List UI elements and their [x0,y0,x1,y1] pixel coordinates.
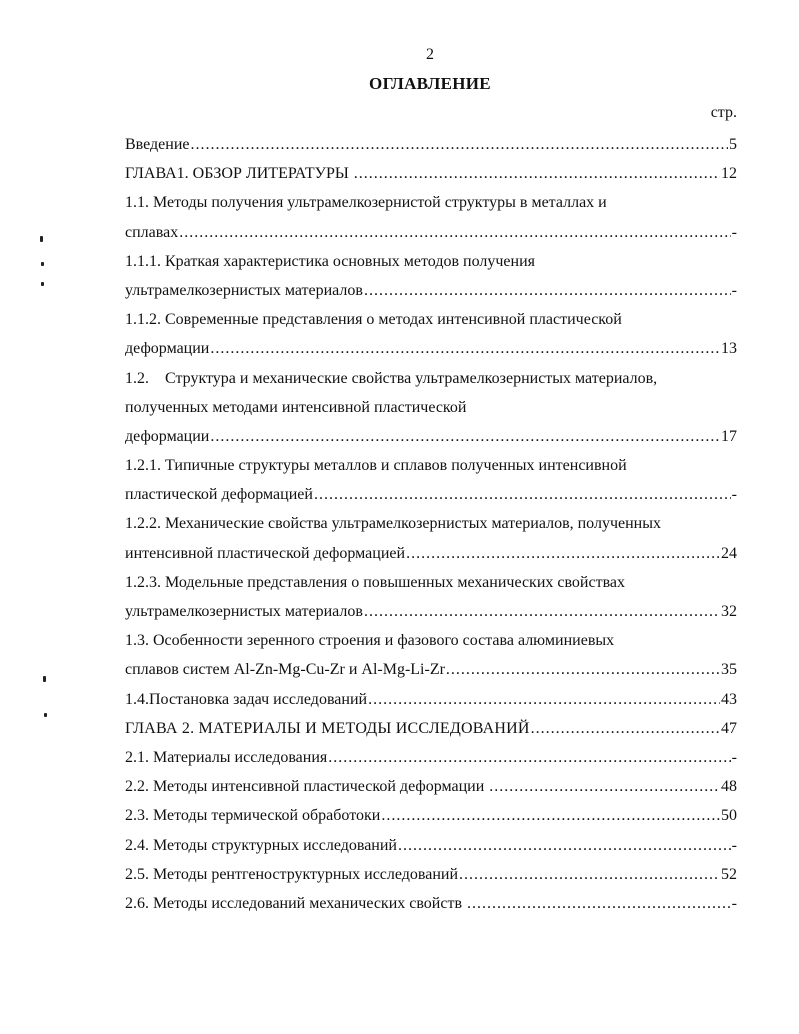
page-title: ОГЛАВЛЕНИЕ [369,74,491,93]
toc-entry-page: 5 [729,136,737,153]
toc-entry-text: 1.2.1. Типичные структуры металлов и сплавов полученных интенсивной [125,457,627,475]
toc-entry [125,251,737,280]
toc-entry-page: 52 [721,865,737,883]
toc-entry-text: сплавов систем Al-Zn-Mg-Cu-Zr и Al-Mg-Li-Zr [125,661,445,679]
toc-entry [125,484,737,513]
toc-entry-text: 1.2.3. Модельные представления о повышенных механических свойствах [125,573,626,591]
toc-leader-dots [381,805,720,827]
scan-mark [41,262,44,266]
toc-entry [125,805,737,834]
scan-mark [41,282,44,286]
toc-leader-dots [368,689,720,711]
table-of-contents [125,134,737,922]
toc-entry-text: пластической деформацией [125,486,313,504]
toc-entry-page: 48 [721,778,737,796]
toc-entry-page: 24 [721,544,737,562]
toc-entry-text: полученных методами интенсивной пластической [125,398,467,416]
toc-entry-text: 2.2. Методы интенсивной пластической деформации [125,778,489,796]
toc-entry [125,864,737,893]
toc-entry-page: 35 [721,661,737,679]
toc-entry [125,543,737,572]
toc-entry [125,309,737,338]
toc-entry [125,689,737,718]
toc-entry [125,718,737,747]
toc-leader-dots [210,338,720,360]
scan-mark [44,713,47,717]
toc-entry [125,134,737,163]
toc-entry-text: 1.2.2. Механические свойства ультрамелкозернистых материалов, полученных [125,515,661,533]
toc-entry-page: 43 [721,690,737,708]
toc-leader-dots [398,835,731,857]
toc-entry-text: 1.1.2. Современные представления о методах интенсивной пластической [125,311,622,329]
toc-leader-dots [467,893,731,915]
toc-leader-dots [446,659,720,681]
toc-entry-page: 12 [721,165,737,183]
toc-leader-dots [531,718,720,740]
toc-entry-text: 2.3. Методы термической обработоки [125,807,381,825]
toc-entry-page: - [731,486,737,504]
toc-entry-text: 2.1. Материалы исследования [125,748,328,766]
toc-leader-dots [364,280,731,302]
toc-entry-page: - [731,748,737,766]
toc-entry-page: 47 [721,719,737,737]
toc-leader-dots [354,163,720,185]
toc-entry [125,835,737,864]
toc-entry-page: - [731,836,737,854]
toc-entry-text: 1.1. Методы получения ультрамелкозернистой структуры в металлах и [125,194,607,212]
toc-entry-text: 1.3. Особенности зеренного строения и фазового состава алюминиевых [125,632,615,650]
toc-entry-page: 17 [721,427,737,445]
toc-entry [125,513,737,542]
toc-leader-dots [459,864,720,886]
pages-column-label: стр. [710,104,737,121]
toc-leader-dots [406,543,720,565]
toc-entry-page: 13 [721,340,737,358]
toc-entry-text: 1.2. Структура и механические свойства ультрамелкозернистых материалов, [125,369,658,387]
page-number: 2 [426,46,434,63]
toc-entry [125,280,737,309]
toc-entry [125,397,737,426]
toc-leader-dots [364,601,720,623]
toc-entry [125,338,737,367]
toc-entry-page: - [731,223,737,241]
toc-entry-text: Введение [125,136,190,153]
toc-entry-text: 2.6. Методы исследований механических свойств [125,894,467,912]
scan-mark [40,236,43,242]
toc-entry [125,455,737,484]
toc-entry-text: ультрамелкозернистых материалов [125,603,363,620]
toc-entry-text: ГЛАВА1. ОБЗОР ЛИТЕРАТУРЫ [125,165,353,183]
toc-entry [125,222,737,251]
toc-entry-text: 2.5. Методы рентгеноструктурных исследований [125,865,459,883]
toc-leader-dots [179,222,730,244]
toc-entry-text: ГЛАВА 2. МАТЕРИАЛЫ И МЕТОДЫ ИССЛЕДОВАНИЙ [125,719,530,737]
toc-entry [125,630,737,659]
toc-entry-text: 1.4.Постановка задач исследований [125,690,368,708]
toc-entry [125,659,737,688]
toc-leader-dots [314,484,731,506]
toc-entry [125,601,737,630]
toc-entry-page: - [731,894,737,912]
toc-entry-text: деформации [125,340,210,358]
toc-entry [125,572,737,601]
toc-entry-text: ультрамелкозернистых материалов [125,281,363,299]
scan-mark [43,676,46,682]
toc-entry [125,368,737,397]
toc-entry-text: 2.4. Методы структурных исследований [125,836,397,854]
toc-entry-text: сплавах [125,223,179,241]
toc-entry-page: - [731,281,737,299]
toc-leader-dots [210,426,720,448]
toc-entry-page: 50 [721,807,737,825]
toc-entry-text: 1.1.1. Краткая характеристика основных методов получения [125,252,535,270]
toc-entry-page: 32 [721,603,737,620]
toc-entry [125,747,737,776]
toc-leader-dots [328,747,730,769]
toc-entry [125,426,737,455]
toc-entry [125,192,737,221]
toc-entry [125,776,737,805]
toc-entry-text: деформации [125,427,210,445]
toc-entry [125,163,737,192]
toc-entry [125,893,737,922]
toc-entry-text: интенсивной пластической деформацией [125,544,406,562]
toc-leader-dots [191,134,729,156]
toc-leader-dots [489,776,720,798]
